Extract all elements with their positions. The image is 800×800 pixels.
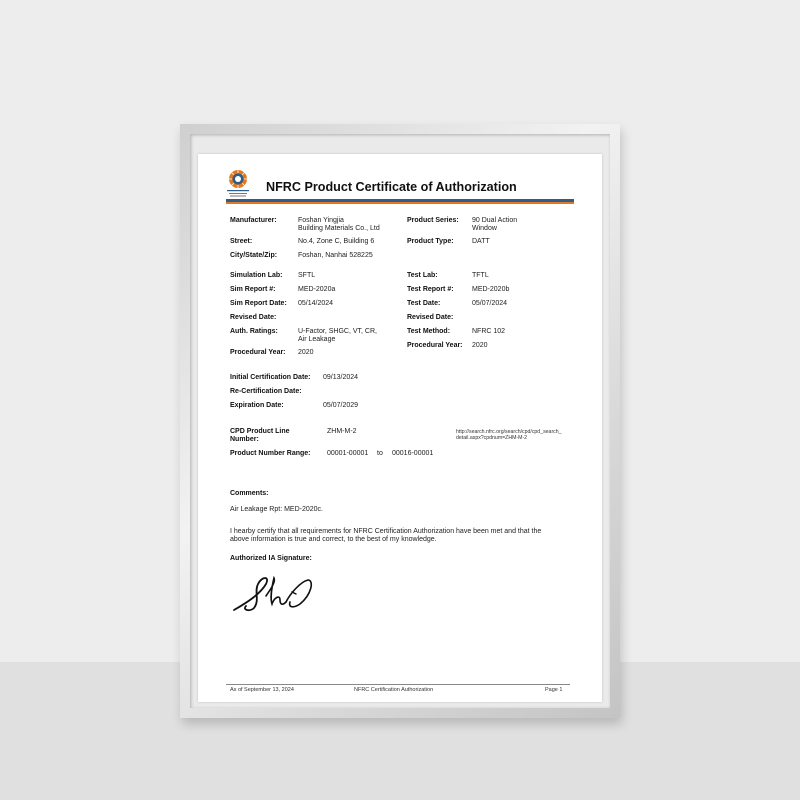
simulation-lab-label: Simulation Lab:	[230, 272, 283, 279]
certificate-document	[198, 154, 602, 702]
initial-cert-date-label: Initial Certification Date:	[230, 374, 311, 381]
initial-cert-date-value: 09/13/2024	[323, 374, 359, 381]
procedural-year-label-right: Procedural Year:	[407, 342, 463, 349]
footer-date: As of September 13, 2024	[230, 687, 294, 693]
procedural-year-value-right: 2020	[472, 342, 488, 349]
cpd-label-2: Number:	[230, 436, 259, 443]
simulation-lab-value: SFTL	[298, 272, 316, 279]
handwritten-signature	[230, 572, 314, 614]
test-date-value: 05/07/2024	[472, 300, 508, 307]
sim-report-date-label: Sim Report Date:	[230, 300, 287, 307]
product-range-to-word: to	[377, 450, 383, 457]
street-value: No.4, Zone C, Building 6	[298, 238, 375, 245]
revised-date-label-right: Revised Date:	[407, 314, 454, 321]
test-method-label: Test Method:	[407, 328, 451, 335]
product-type-label: Product Type:	[407, 238, 454, 245]
sim-report-date-value: 05/14/2024	[298, 300, 334, 307]
city-label: City/State/Zip:	[230, 252, 278, 259]
manufacturer-value-1: Foshan Yingjia	[298, 217, 344, 224]
product-range-from: 00001-00001	[327, 450, 369, 457]
manufacturer-label: Manufacturer:	[230, 217, 277, 224]
product-series-value-2: Window	[472, 225, 497, 232]
cpd-value: ZHM-M-2	[327, 428, 357, 435]
procedural-year-value-left: 2020	[298, 349, 314, 356]
test-date-label: Test Date:	[407, 300, 441, 307]
footer-page-number: Page 1	[545, 687, 563, 693]
procedural-year-label-left: Procedural Year:	[230, 349, 286, 356]
city-value: Foshan, Nanhai 528225	[298, 252, 373, 259]
expiration-date-value: 05/07/2029	[323, 402, 359, 409]
nfrc-logo-icon	[226, 168, 250, 200]
certify-statement-1: I hearby certify that all requirements for NFRC Certification Authorization have been met and that the	[230, 528, 542, 535]
test-method-value: NFRC 102	[472, 328, 506, 335]
footer-title: NFRC Certification Authorization	[354, 687, 434, 693]
manufacturer-value-2: Building Materials Co., Ltd	[298, 225, 380, 232]
comments-text: Air Leakage Rpt: MED-2020c.	[230, 506, 323, 513]
cpd-url-link-2[interactable]: detail.aspx?cpdnum=ZHM-M-2	[456, 435, 528, 441]
revised-date-label-left: Revised Date:	[230, 314, 277, 321]
product-series-value-1: 90 Dual Action	[472, 217, 518, 224]
test-lab-value: TFTL	[472, 272, 489, 279]
auth-ratings-value-2: Air Leakage	[298, 336, 336, 343]
recert-date-label: Re-Certification Date:	[230, 388, 302, 395]
signature-label: Authorized IA Signature:	[230, 555, 312, 562]
sim-report-value: MED-2020a	[298, 286, 336, 293]
cpd-label-1: CPD Product Line	[230, 428, 290, 435]
product-range-to: 00016-00001	[392, 450, 434, 457]
expiration-date-label: Expiration Date:	[230, 402, 284, 409]
comments-label: Comments:	[230, 490, 269, 497]
footer-rule	[226, 684, 570, 685]
test-report-label: Test Report #:	[407, 286, 454, 293]
sim-report-label: Sim Report #:	[230, 286, 276, 293]
product-range-label: Product Number Range:	[230, 450, 311, 457]
street-label: Street:	[230, 238, 253, 245]
auth-ratings-label: Auth. Ratings:	[230, 328, 278, 335]
product-type-value: DATT	[472, 238, 490, 245]
cpd-url-link-1[interactable]: http://search.nfrc.org/search/cpd/cpd_search_	[456, 429, 562, 435]
certificate-title: NFRC Product Certificate of Authorization	[266, 180, 517, 194]
certify-statement-2: above information is true and correct, to the best of my knowledge.	[230, 536, 437, 543]
test-lab-label: Test Lab:	[407, 272, 438, 279]
product-series-label: Product Series:	[407, 217, 459, 224]
auth-ratings-value-1: U-Factor, SHGC, VT, CR,	[298, 328, 377, 335]
header-rule-orange	[226, 202, 574, 204]
test-report-value: MED-2020b	[472, 286, 510, 293]
